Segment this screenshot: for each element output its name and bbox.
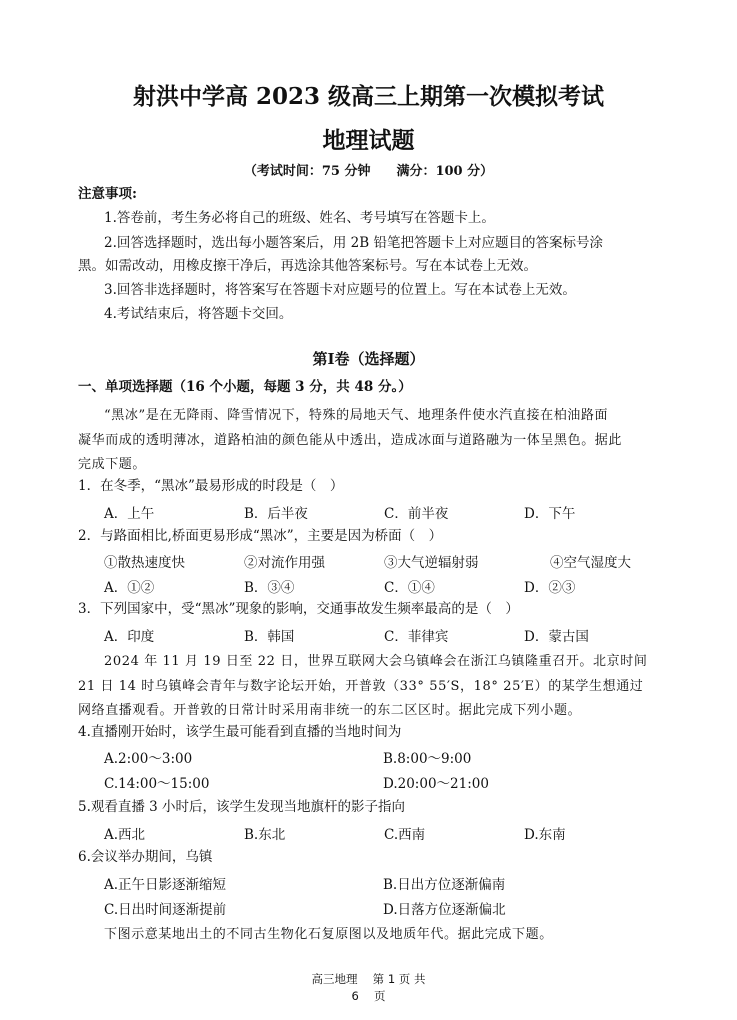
option[interactable]: A.2:00～3:00 [104,751,193,767]
option[interactable]: C.日出时间逐渐提前 [104,902,227,918]
question-stem: 1．在冬季，“黑冰”最易形成的时段是（ ） [78,478,344,494]
option[interactable]: C．前半夜 [384,506,449,522]
options-row [104,873,662,893]
passage-line: 下图示意某地出土的不同古生物化石复原图以及地质年代。据此完成下题。 [104,927,553,942]
options-row [104,772,662,792]
option[interactable]: D．下午 [524,506,576,522]
option[interactable]: B.日出方位逐渐偏南 [383,877,506,893]
statements-row [104,551,660,571]
option[interactable]: D.20:00～21:00 [383,776,489,792]
passage-line: 2024 年 11 月 19 日至 22 日，世界互联网大会乌镇峰会在浙江乌镇隆重召开。北京时间 [104,654,648,669]
passage-line: “黑冰”是在无降雨、降雪情况下，特殊的局地天气、地理条件使水汽直接在柏油路面 [104,408,609,423]
footer-page-line2: 6 页 [351,989,386,1003]
option[interactable]: B．③④ [244,580,295,596]
option[interactable]: D.东南 [524,827,566,843]
footer-page-line1: 高三地理 第 1 页 共 [311,972,426,986]
question-stem: 3．下列国家中，受“黑冰”现象的影响，交通事故发生频率最高的是（ ） [78,601,519,617]
option[interactable]: C．①④ [384,580,435,596]
passage-line: 21 日 14 时乌镇峰会青年与数字论坛开始，开普敦（33° 55′S，18° 25′E）的某学生想通过 [78,679,644,694]
exam-score: 满分：100 分） [396,164,494,179]
passage-line: 凝华而成的透明薄冰，道路柏油的颜色能从中透出，造成冰面与道路融为一体呈黑色。据此 [78,433,623,448]
option[interactable]: B.东北 [244,827,286,843]
notice-item: 3.回答非选择题时，将答案写在答题卡对应题号的位置上。写在本试卷上无效。 [104,282,576,298]
exam-title: 射洪中学高 2023 级高三上期第一次模拟考试 [132,83,605,110]
option[interactable]: A．①② [104,580,155,596]
options-row [104,823,644,843]
passage-line: 网络直播观看。开普敦的日常计时采用南非统一的东二区区时。据此完成下列小题。 [78,703,582,718]
notice-item: 1.答卷前，考生务必将自己的班级、姓名、考号填写在答题卡上。 [104,210,495,226]
exam-info [0,160,737,179]
option[interactable]: A．上午 [104,506,155,522]
question-stem: 2．与路面相比,桥面更易形成“黑冰”，主要是因为桥面（ ） [78,528,443,544]
option[interactable]: D．②③ [524,580,576,596]
option[interactable]: B.8:00～9:00 [383,751,472,767]
options-row [104,625,644,645]
option[interactable]: D．蒙古国 [524,629,589,645]
option[interactable]: C.14:00～15:00 [104,776,210,792]
notice-item: 2.回答选择题时，选出每小题答案后，用 2B 铅笔把答题卡上对应题目的答案标号涂 [104,235,603,251]
option[interactable]: B．韩国 [244,629,295,645]
notice-item: 4.考试结束后，将答题卡交回。 [104,306,293,322]
options-row [104,747,662,767]
statement: ②对流作用强 [244,555,325,571]
question-stem: 4.直播刚开始时，该学生最可能看到直播的当地时间为 [78,724,402,740]
statement: ④空气湿度大 [550,555,631,571]
option[interactable]: A.西北 [104,827,146,843]
notice-heading: 注意事项: [78,186,137,202]
options-row [104,502,644,522]
question-stem: 5.观看直播 3 小时后，该学生发现当地旗杆的影子指向 [78,799,406,815]
passage-line: 完成下题。 [78,457,147,472]
part-heading: 一、单项选择题（16 个小题，每题 3 分，共 48 分。） [78,379,412,395]
statement: ①散热速度快 [104,555,185,571]
option[interactable]: B．后半夜 [244,506,308,522]
option[interactable]: C．菲律宾 [384,629,449,645]
option[interactable]: C.西南 [384,827,426,843]
option[interactable]: A.正午日影逐渐缩短 [104,877,227,893]
option[interactable]: D.日落方位逐渐偏北 [383,902,506,918]
option[interactable]: A．印度 [104,629,155,645]
options-row [104,898,662,918]
question-stem: 6.会议举办期间，乌镇 [78,849,213,865]
options-row [104,576,644,596]
statement: ③大气逆辐射弱 [384,555,479,571]
section-title: 第Ⅰ卷（选择题） [312,350,425,368]
exam-time: （考试时间：75 分钟 [243,164,371,179]
subject-title: 地理试题 [322,127,415,154]
notice-item: 黑。如需改动，用橡皮擦干净后，再选涂其他答案标号。写在本试卷上无效。 [78,258,537,274]
